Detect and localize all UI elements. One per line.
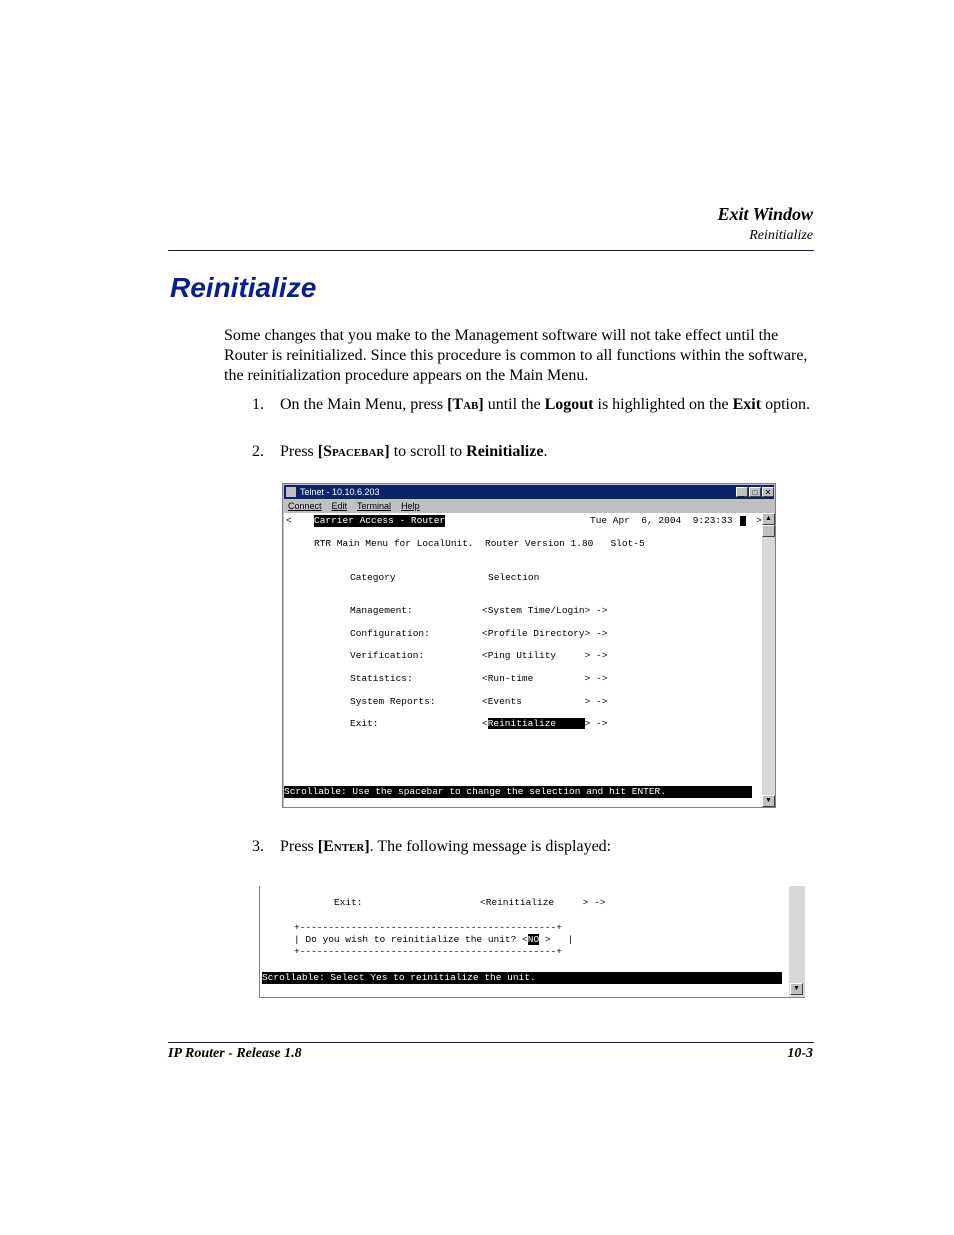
column-header-selection: Selection [488, 572, 540, 583]
running-header-section: Reinitialize [749, 228, 813, 243]
row-selection[interactable]: <Events > -> [482, 696, 608, 707]
date-time: Tue Apr 6, 2004 9:23:33 [590, 515, 733, 526]
row-category: Verification: [350, 650, 425, 661]
status-line: Scrollable: Select Yes to reinitialize the unit. [262, 972, 782, 984]
exit-label: Exit: [334, 897, 363, 908]
menu-subtitle: RTR Main Menu for LocalUnit. Router Version 1.80 Slot-5 [314, 538, 645, 549]
dialog-border-top: +---------------------------------------------+ [294, 922, 562, 933]
step-number: 1. [252, 396, 264, 413]
vertical-scrollbar[interactable] [762, 513, 775, 807]
vertical-scrollbar[interactable] [789, 886, 805, 997]
terminal-icon [286, 487, 296, 497]
row-selection[interactable]: <Run-time > -> [482, 673, 608, 684]
scroll-down-icon[interactable]: ▼ [762, 795, 775, 807]
row-selection[interactable]: <System Time/Login> -> [482, 605, 608, 616]
step-text: Press [Enter]. The following message is displayed: [280, 838, 612, 855]
menu-terminal[interactable]: Terminal [357, 501, 392, 511]
maximize-icon[interactable]: □ [749, 487, 761, 497]
row-category: Management: [350, 605, 413, 616]
reinitialize-highlight[interactable]: Reinitialize [487, 718, 585, 729]
close-icon[interactable]: ✕ [762, 487, 774, 497]
scroll-down-icon[interactable]: ▼ [790, 983, 803, 995]
footer-product: IP Router - Release 1.8 [168, 1046, 302, 1061]
row-selection[interactable]: <Profile Directory> -> [482, 628, 608, 639]
section-title: Reinitialize [170, 272, 317, 303]
running-header-chapter: Exit Window [717, 204, 813, 224]
menu-help[interactable]: Help [401, 501, 420, 511]
key-spacebar: [Spacebar] [317, 443, 390, 460]
app-name: Carrier Access - Router [314, 515, 446, 526]
telnet-window [282, 483, 776, 808]
exit-label: Exit: [350, 718, 379, 729]
reinitialize-question: | Do you wish to reinitialize the unit? <NO > | [294, 934, 574, 945]
column-header-category: Category [350, 572, 396, 583]
page-number: 10-3 [787, 1046, 813, 1061]
row-category: Statistics: [350, 673, 413, 684]
key-enter: [Enter] [317, 838, 370, 855]
minimize-icon[interactable]: _ [736, 487, 748, 497]
dialog-border-bottom: +---------------------------------------------+ [294, 946, 562, 957]
step-number: 2. [252, 443, 264, 460]
header-rule [168, 250, 814, 251]
row-selection[interactable]: <Ping Utility > -> [482, 650, 608, 661]
title-bar [284, 485, 774, 499]
scroll-right-marker: > [756, 515, 762, 526]
answer-no[interactable]: NO [527, 934, 540, 945]
menu-edit[interactable]: Edit [331, 501, 348, 511]
row-category: System Reports: [350, 696, 436, 707]
row-category: Configuration: [350, 628, 430, 639]
window-title: Telnet - 10.10.6.203 [300, 487, 380, 497]
exit-selection: <Reinitialize > -> [480, 897, 606, 908]
step-number: 3. [252, 838, 264, 855]
status-line: Scrollable: Use the spacebar to change the selection and hit ENTER. [284, 786, 752, 798]
menu-bar [284, 500, 774, 512]
cursor [740, 516, 746, 526]
menu-connect[interactable]: Connect [288, 501, 322, 511]
step-text: On the Main Menu, press [Tab] until the Logout is highlighted on the Exit option. [280, 396, 810, 413]
scroll-left-marker: < [286, 515, 292, 526]
key-tab: [Tab] [447, 396, 484, 413]
confirmation-screen [259, 886, 805, 998]
exit-selection[interactable]: <Reinitialize > -> [482, 718, 608, 729]
terminal-screen[interactable] [284, 513, 762, 807]
scroll-up-icon[interactable]: ▲ [762, 513, 775, 525]
intro-paragraph: Some changes that you make to the Management software will not take effect until the Router is reinitialized. Since this procedure is common to all functions within the software, the reinitialization procedure appears on the Main Menu. [224, 327, 808, 384]
footer-rule [168, 1042, 814, 1043]
step-text: Press [Spacebar] to scroll to Reinitialize. [280, 443, 548, 460]
scroll-thumb[interactable] [762, 525, 775, 537]
